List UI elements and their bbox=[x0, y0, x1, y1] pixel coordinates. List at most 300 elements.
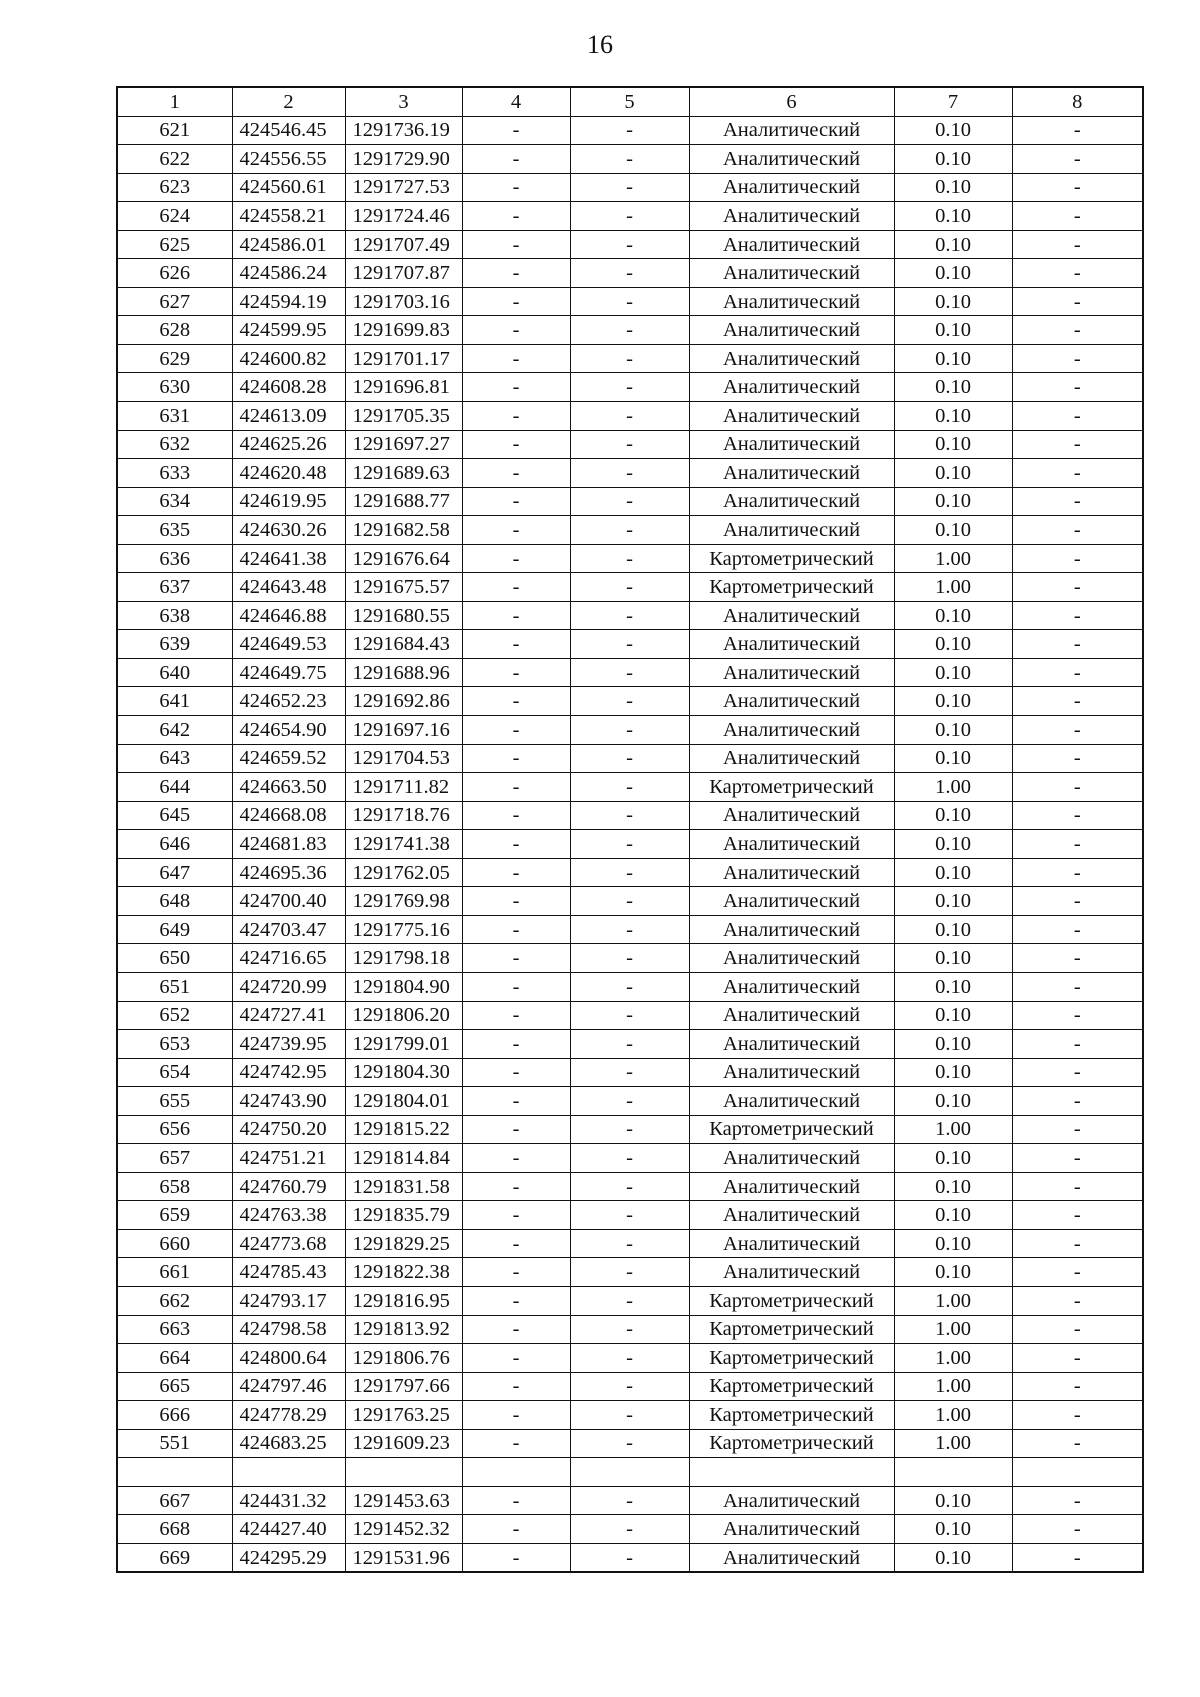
table-row bbox=[117, 487, 1143, 516]
column-5-cell: - bbox=[570, 944, 689, 973]
column-8-cell: - bbox=[1012, 1515, 1143, 1544]
column-4-cell: - bbox=[462, 1001, 570, 1030]
point-number-cell: 666 bbox=[117, 1401, 232, 1430]
x-coordinate-cell: 424652.23 bbox=[232, 687, 345, 716]
y-coordinate-cell: 1291763.25 bbox=[345, 1401, 462, 1430]
point-number-cell: 667 bbox=[117, 1486, 232, 1515]
column-5-cell: - bbox=[570, 830, 689, 859]
column-5-cell: - bbox=[570, 430, 689, 459]
column-5-cell: - bbox=[570, 573, 689, 602]
y-coordinate-cell: 1291727.53 bbox=[345, 173, 462, 202]
column-4-cell: - bbox=[462, 202, 570, 231]
y-coordinate-cell: 1291688.77 bbox=[345, 487, 462, 516]
column-5-cell: - bbox=[570, 1115, 689, 1144]
column-8-cell: - bbox=[1012, 344, 1143, 373]
method-cell: Аналитический bbox=[689, 801, 894, 830]
point-number-cell: 652 bbox=[117, 1001, 232, 1030]
column-4-cell: - bbox=[462, 1229, 570, 1258]
method-cell: Аналитический bbox=[689, 1486, 894, 1515]
x-coordinate-cell: 424560.61 bbox=[232, 173, 345, 202]
accuracy-cell: 0.10 bbox=[894, 1486, 1012, 1515]
method-cell: Аналитический bbox=[689, 887, 894, 916]
point-number-cell: 631 bbox=[117, 402, 232, 431]
column-8-cell: - bbox=[1012, 887, 1143, 916]
point-number-cell: 642 bbox=[117, 716, 232, 745]
y-coordinate-cell: 1291798.18 bbox=[345, 944, 462, 973]
y-coordinate-cell: 1291682.58 bbox=[345, 516, 462, 545]
column-8-cell: - bbox=[1012, 544, 1143, 573]
column-8-cell: - bbox=[1012, 1315, 1143, 1344]
point-number-cell: 648 bbox=[117, 887, 232, 916]
column-5-cell: - bbox=[570, 1401, 689, 1430]
x-coordinate-cell: 424739.95 bbox=[232, 1030, 345, 1059]
column-8-cell: - bbox=[1012, 1543, 1143, 1572]
column-5-cell: - bbox=[570, 801, 689, 830]
column-4-cell: - bbox=[462, 1258, 570, 1287]
method-cell: Аналитический bbox=[689, 1144, 894, 1173]
method-cell: Аналитический bbox=[689, 915, 894, 944]
x-coordinate-cell: 424586.24 bbox=[232, 259, 345, 288]
table-row bbox=[117, 972, 1143, 1001]
point-number-cell: 644 bbox=[117, 773, 232, 802]
point-number-cell: 629 bbox=[117, 344, 232, 373]
column-header: 6 bbox=[689, 87, 894, 116]
x-coordinate-cell: 424608.28 bbox=[232, 373, 345, 402]
table-row bbox=[117, 1201, 1143, 1230]
method-cell: Аналитический bbox=[689, 601, 894, 630]
column-5-cell: - bbox=[570, 1315, 689, 1344]
accuracy-cell: 0.10 bbox=[894, 1201, 1012, 1230]
column-8-cell: - bbox=[1012, 459, 1143, 488]
column-4-cell: - bbox=[462, 716, 570, 745]
column-8-cell: - bbox=[1012, 230, 1143, 259]
y-coordinate-cell: 1291704.53 bbox=[345, 744, 462, 773]
point-number-cell: 660 bbox=[117, 1229, 232, 1258]
x-coordinate-cell: 424556.55 bbox=[232, 145, 345, 174]
column-5-cell: - bbox=[570, 630, 689, 659]
x-coordinate-cell: 424295.29 bbox=[232, 1543, 345, 1572]
column-4-cell: - bbox=[462, 487, 570, 516]
column-4-cell: - bbox=[462, 344, 570, 373]
column-4-cell: - bbox=[462, 1201, 570, 1230]
table-row bbox=[117, 601, 1143, 630]
table-row bbox=[117, 145, 1143, 174]
method-cell: Аналитический bbox=[689, 202, 894, 231]
column-5-cell: - bbox=[570, 259, 689, 288]
column-5-cell: - bbox=[570, 1144, 689, 1173]
x-coordinate-cell: 424716.65 bbox=[232, 944, 345, 973]
column-4-cell: - bbox=[462, 1401, 570, 1430]
point-number-cell: 655 bbox=[117, 1087, 232, 1116]
x-coordinate-cell: 424630.26 bbox=[232, 516, 345, 545]
column-8-cell: - bbox=[1012, 202, 1143, 231]
column-4-cell: - bbox=[462, 887, 570, 916]
x-coordinate-cell bbox=[232, 1458, 345, 1487]
accuracy-cell: 0.10 bbox=[894, 1543, 1012, 1572]
accuracy-cell: 0.10 bbox=[894, 430, 1012, 459]
column-8-cell: - bbox=[1012, 516, 1143, 545]
point-number-cell: 628 bbox=[117, 316, 232, 345]
y-coordinate-cell: 1291718.76 bbox=[345, 801, 462, 830]
column-header: 5 bbox=[570, 87, 689, 116]
y-coordinate-cell: 1291806.20 bbox=[345, 1001, 462, 1030]
column-4-cell: - bbox=[462, 116, 570, 145]
accuracy-cell: 1.00 bbox=[894, 1401, 1012, 1430]
accuracy-cell: 0.10 bbox=[894, 687, 1012, 716]
column-5-cell: - bbox=[570, 230, 689, 259]
column-5-cell: - bbox=[570, 1001, 689, 1030]
accuracy-cell: 1.00 bbox=[894, 1115, 1012, 1144]
method-cell: Картометрический bbox=[689, 1372, 894, 1401]
column-8-cell: - bbox=[1012, 1258, 1143, 1287]
column-8-cell: - bbox=[1012, 145, 1143, 174]
table-row bbox=[117, 1058, 1143, 1087]
point-number-cell: 637 bbox=[117, 573, 232, 602]
accuracy-cell: 0.10 bbox=[894, 716, 1012, 745]
table-row bbox=[117, 1458, 1143, 1487]
table-row bbox=[117, 1515, 1143, 1544]
column-8-cell: - bbox=[1012, 1344, 1143, 1373]
y-coordinate-cell: 1291675.57 bbox=[345, 573, 462, 602]
column-4-cell: - bbox=[462, 630, 570, 659]
column-header: 1 bbox=[117, 87, 232, 116]
table-row bbox=[117, 887, 1143, 916]
method-cell: Аналитический bbox=[689, 1515, 894, 1544]
column-5-cell: - bbox=[570, 544, 689, 573]
x-coordinate-cell: 424594.19 bbox=[232, 287, 345, 316]
page-number: 16 bbox=[587, 30, 613, 59]
point-number-cell: 638 bbox=[117, 601, 232, 630]
column-5-cell: - bbox=[570, 1515, 689, 1544]
method-cell: Аналитический bbox=[689, 459, 894, 488]
accuracy-cell: 0.10 bbox=[894, 516, 1012, 545]
coordinates-table bbox=[116, 86, 1144, 1573]
accuracy-cell: 0.10 bbox=[894, 373, 1012, 402]
method-cell: Аналитический bbox=[689, 1543, 894, 1572]
x-coordinate-cell: 424695.36 bbox=[232, 858, 345, 887]
column-8-cell: - bbox=[1012, 601, 1143, 630]
method-cell: Аналитический bbox=[689, 1258, 894, 1287]
column-8-cell: - bbox=[1012, 259, 1143, 288]
y-coordinate-cell: 1291697.16 bbox=[345, 716, 462, 745]
column-4-cell: - bbox=[462, 430, 570, 459]
table-row bbox=[117, 744, 1143, 773]
point-number-cell: 664 bbox=[117, 1344, 232, 1373]
y-coordinate-cell: 1291452.32 bbox=[345, 1515, 462, 1544]
method-cell: Аналитический bbox=[689, 1229, 894, 1258]
accuracy-cell: 0.10 bbox=[894, 630, 1012, 659]
method-cell: Картометрический bbox=[689, 1315, 894, 1344]
column-4-cell: - bbox=[462, 1172, 570, 1201]
method-cell: Картометрический bbox=[689, 544, 894, 573]
point-number-cell: 651 bbox=[117, 972, 232, 1001]
x-coordinate-cell: 424743.90 bbox=[232, 1087, 345, 1116]
x-coordinate-cell: 424773.68 bbox=[232, 1229, 345, 1258]
y-coordinate-cell: 1291692.86 bbox=[345, 687, 462, 716]
column-8-cell: - bbox=[1012, 716, 1143, 745]
column-4-cell: - bbox=[462, 145, 570, 174]
y-coordinate-cell: 1291453.63 bbox=[345, 1486, 462, 1515]
accuracy-cell: 0.10 bbox=[894, 1258, 1012, 1287]
accuracy-cell: 1.00 bbox=[894, 573, 1012, 602]
method-cell: Аналитический bbox=[689, 944, 894, 973]
point-number-cell: 621 bbox=[117, 116, 232, 145]
method-cell: Аналитический bbox=[689, 116, 894, 145]
x-coordinate-cell: 424654.90 bbox=[232, 716, 345, 745]
table-row bbox=[117, 773, 1143, 802]
column-5-cell: - bbox=[570, 344, 689, 373]
method-cell: Аналитический bbox=[689, 1201, 894, 1230]
y-coordinate-cell: 1291711.82 bbox=[345, 773, 462, 802]
table-row bbox=[117, 1372, 1143, 1401]
table-row bbox=[117, 1543, 1143, 1572]
y-coordinate-cell: 1291707.49 bbox=[345, 230, 462, 259]
point-number-cell: 647 bbox=[117, 858, 232, 887]
table-row bbox=[117, 830, 1143, 859]
column-4-cell: - bbox=[462, 773, 570, 802]
column-8-cell: - bbox=[1012, 1030, 1143, 1059]
column-4-cell: - bbox=[462, 1115, 570, 1144]
method-cell: Аналитический bbox=[689, 430, 894, 459]
accuracy-cell: 0.10 bbox=[894, 658, 1012, 687]
column-5-cell: - bbox=[570, 1372, 689, 1401]
accuracy-cell: 0.10 bbox=[894, 915, 1012, 944]
column-8-cell: - bbox=[1012, 430, 1143, 459]
table-row bbox=[117, 1429, 1143, 1458]
x-coordinate-cell: 424798.58 bbox=[232, 1315, 345, 1344]
method-cell: Аналитический bbox=[689, 658, 894, 687]
column-4-cell: - bbox=[462, 1058, 570, 1087]
y-coordinate-cell: 1291775.16 bbox=[345, 915, 462, 944]
point-number-cell: 650 bbox=[117, 944, 232, 973]
point-number-cell: 623 bbox=[117, 173, 232, 202]
y-coordinate-cell: 1291701.17 bbox=[345, 344, 462, 373]
point-number-cell: 656 bbox=[117, 1115, 232, 1144]
point-number-cell: 657 bbox=[117, 1144, 232, 1173]
point-number-cell: 668 bbox=[117, 1515, 232, 1544]
y-coordinate-cell: 1291724.46 bbox=[345, 202, 462, 231]
column-5-cell: - bbox=[570, 744, 689, 773]
x-coordinate-cell: 424703.47 bbox=[232, 915, 345, 944]
table-row bbox=[117, 259, 1143, 288]
x-coordinate-cell: 424599.95 bbox=[232, 316, 345, 345]
table-row bbox=[117, 858, 1143, 887]
method-cell: Аналитический bbox=[689, 744, 894, 773]
column-8-cell: - bbox=[1012, 373, 1143, 402]
accuracy-cell: 0.10 bbox=[894, 230, 1012, 259]
column-5-cell: - bbox=[570, 716, 689, 745]
x-coordinate-cell: 424600.82 bbox=[232, 344, 345, 373]
x-coordinate-cell: 424663.50 bbox=[232, 773, 345, 802]
column-5-cell: - bbox=[570, 687, 689, 716]
table-row bbox=[117, 801, 1143, 830]
point-number-cell: 646 bbox=[117, 830, 232, 859]
column-8-cell: - bbox=[1012, 402, 1143, 431]
column-4-cell: - bbox=[462, 402, 570, 431]
accuracy-cell: 0.10 bbox=[894, 858, 1012, 887]
y-coordinate-cell: 1291831.58 bbox=[345, 1172, 462, 1201]
point-number-cell: 669 bbox=[117, 1543, 232, 1572]
method-cell: Аналитический bbox=[689, 173, 894, 202]
column-4-cell: - bbox=[462, 173, 570, 202]
table-row bbox=[117, 630, 1143, 659]
accuracy-cell: 0.10 bbox=[894, 1030, 1012, 1059]
method-cell: Картометрический bbox=[689, 1286, 894, 1315]
point-number-cell: 624 bbox=[117, 202, 232, 231]
column-4-cell: - bbox=[462, 1372, 570, 1401]
point-number-cell: 640 bbox=[117, 658, 232, 687]
x-coordinate-cell: 424681.83 bbox=[232, 830, 345, 859]
y-coordinate-cell bbox=[345, 1458, 462, 1487]
accuracy-cell: 0.10 bbox=[894, 316, 1012, 345]
column-8-cell: - bbox=[1012, 1372, 1143, 1401]
table-row bbox=[117, 344, 1143, 373]
point-number-cell: 645 bbox=[117, 801, 232, 830]
column-header: 4 bbox=[462, 87, 570, 116]
column-4-cell: - bbox=[462, 944, 570, 973]
table-row bbox=[117, 1030, 1143, 1059]
x-coordinate-cell: 424760.79 bbox=[232, 1172, 345, 1201]
table-row bbox=[117, 1486, 1143, 1515]
table-row bbox=[117, 202, 1143, 231]
column-8-cell: - bbox=[1012, 1001, 1143, 1030]
accuracy-cell: 1.00 bbox=[894, 1372, 1012, 1401]
x-coordinate-cell: 424427.40 bbox=[232, 1515, 345, 1544]
column-5-cell: - bbox=[570, 972, 689, 1001]
column-4-cell: - bbox=[462, 687, 570, 716]
column-8-cell: - bbox=[1012, 687, 1143, 716]
column-5-cell: - bbox=[570, 601, 689, 630]
method-cell: Аналитический bbox=[689, 516, 894, 545]
point-number-cell: 643 bbox=[117, 744, 232, 773]
table-row bbox=[117, 658, 1143, 687]
y-coordinate-cell: 1291762.05 bbox=[345, 858, 462, 887]
method-cell: Картометрический bbox=[689, 1115, 894, 1144]
point-number-cell: 665 bbox=[117, 1372, 232, 1401]
point-number-cell: 632 bbox=[117, 430, 232, 459]
x-coordinate-cell: 424797.46 bbox=[232, 1372, 345, 1401]
y-coordinate-cell: 1291688.96 bbox=[345, 658, 462, 687]
method-cell: Аналитический bbox=[689, 1058, 894, 1087]
column-5-cell: - bbox=[570, 1344, 689, 1373]
y-coordinate-cell: 1291707.87 bbox=[345, 259, 462, 288]
point-number-cell: 626 bbox=[117, 259, 232, 288]
accuracy-cell: 0.10 bbox=[894, 287, 1012, 316]
table-row bbox=[117, 1401, 1143, 1430]
column-8-cell: - bbox=[1012, 1144, 1143, 1173]
table-row bbox=[117, 1087, 1143, 1116]
column-8-cell: - bbox=[1012, 1486, 1143, 1515]
point-number-cell: 551 bbox=[117, 1429, 232, 1458]
y-coordinate-cell: 1291799.01 bbox=[345, 1030, 462, 1059]
table-row bbox=[117, 287, 1143, 316]
column-5-cell: - bbox=[570, 1087, 689, 1116]
accuracy-cell: 0.10 bbox=[894, 487, 1012, 516]
column-8-cell: - bbox=[1012, 1429, 1143, 1458]
point-number-cell: 658 bbox=[117, 1172, 232, 1201]
column-8-cell: - bbox=[1012, 744, 1143, 773]
method-cell: Аналитический bbox=[689, 316, 894, 345]
x-coordinate-cell: 424763.38 bbox=[232, 1201, 345, 1230]
column-4-cell: - bbox=[462, 858, 570, 887]
y-coordinate-cell: 1291804.90 bbox=[345, 972, 462, 1001]
method-cell: Аналитический bbox=[689, 1001, 894, 1030]
table-row bbox=[117, 230, 1143, 259]
y-coordinate-cell: 1291835.79 bbox=[345, 1201, 462, 1230]
column-4-cell: - bbox=[462, 744, 570, 773]
x-coordinate-cell: 424619.95 bbox=[232, 487, 345, 516]
y-coordinate-cell: 1291829.25 bbox=[345, 1229, 462, 1258]
accuracy-cell: 0.10 bbox=[894, 202, 1012, 231]
column-4-cell: - bbox=[462, 972, 570, 1001]
table-row bbox=[117, 1344, 1143, 1373]
column-4-cell: - bbox=[462, 1543, 570, 1572]
x-coordinate-cell: 424641.38 bbox=[232, 544, 345, 573]
point-number-cell: 627 bbox=[117, 287, 232, 316]
method-cell bbox=[689, 1458, 894, 1487]
y-coordinate-cell: 1291813.92 bbox=[345, 1315, 462, 1344]
table-row bbox=[117, 430, 1143, 459]
point-number-cell: 641 bbox=[117, 687, 232, 716]
column-8-cell: - bbox=[1012, 173, 1143, 202]
table-body bbox=[117, 116, 1143, 1572]
accuracy-cell: 1.00 bbox=[894, 1429, 1012, 1458]
point-number-cell: 630 bbox=[117, 373, 232, 402]
x-coordinate-cell: 424646.88 bbox=[232, 601, 345, 630]
accuracy-cell: 1.00 bbox=[894, 773, 1012, 802]
column-8-cell: - bbox=[1012, 773, 1143, 802]
y-coordinate-cell: 1291696.81 bbox=[345, 373, 462, 402]
method-cell: Аналитический bbox=[689, 630, 894, 659]
column-4-cell: - bbox=[462, 230, 570, 259]
table-row bbox=[117, 1286, 1143, 1315]
y-coordinate-cell: 1291769.98 bbox=[345, 887, 462, 916]
column-4-cell: - bbox=[462, 658, 570, 687]
column-8-cell: - bbox=[1012, 1201, 1143, 1230]
column-5-cell: - bbox=[570, 1172, 689, 1201]
method-cell: Аналитический bbox=[689, 687, 894, 716]
table-row bbox=[117, 1115, 1143, 1144]
x-coordinate-cell: 424586.01 bbox=[232, 230, 345, 259]
point-number-cell: 634 bbox=[117, 487, 232, 516]
y-coordinate-cell: 1291697.27 bbox=[345, 430, 462, 459]
column-5-cell: - bbox=[570, 373, 689, 402]
y-coordinate-cell: 1291814.84 bbox=[345, 1144, 462, 1173]
y-coordinate-cell: 1291816.95 bbox=[345, 1286, 462, 1315]
point-number-cell bbox=[117, 1458, 232, 1487]
column-4-cell: - bbox=[462, 1515, 570, 1544]
column-5-cell: - bbox=[570, 1486, 689, 1515]
y-coordinate-cell: 1291804.30 bbox=[345, 1058, 462, 1087]
column-8-cell: - bbox=[1012, 944, 1143, 973]
accuracy-cell: 0.10 bbox=[894, 887, 1012, 916]
column-8-cell: - bbox=[1012, 287, 1143, 316]
accuracy-cell: 0.10 bbox=[894, 1229, 1012, 1258]
column-5-cell: - bbox=[570, 1229, 689, 1258]
column-5-cell: - bbox=[570, 1543, 689, 1572]
accuracy-cell: 0.10 bbox=[894, 744, 1012, 773]
column-4-cell: - bbox=[462, 373, 570, 402]
column-4-cell: - bbox=[462, 316, 570, 345]
column-8-cell: - bbox=[1012, 1229, 1143, 1258]
column-8-cell: - bbox=[1012, 1087, 1143, 1116]
accuracy-cell: 0.10 bbox=[894, 830, 1012, 859]
method-cell: Аналитический bbox=[689, 402, 894, 431]
table-row bbox=[117, 1315, 1143, 1344]
column-5-cell: - bbox=[570, 915, 689, 944]
column-header: 3 bbox=[345, 87, 462, 116]
column-5-cell bbox=[570, 1458, 689, 1487]
